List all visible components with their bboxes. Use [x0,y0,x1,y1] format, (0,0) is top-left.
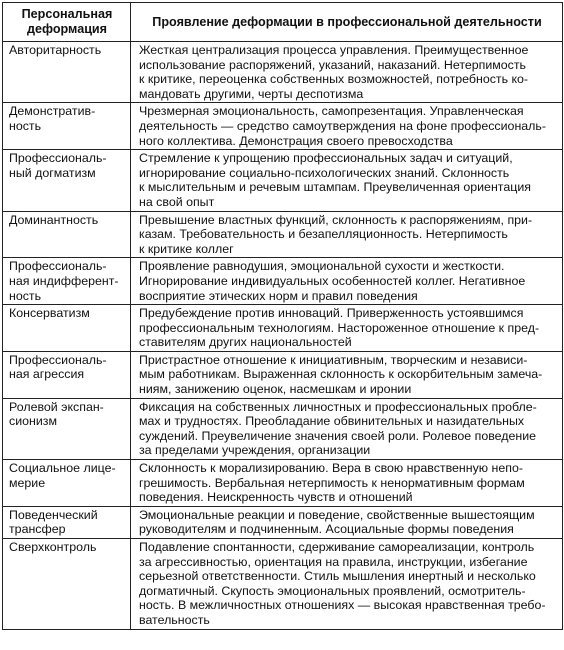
deformation-description-cell [131,305,563,352]
deformation-description-line: профессиональным технологиям. Настороженное отношение к пред- [139,320,540,335]
deformation-description-cell [131,258,563,305]
deformation-name-line: сионизм [9,414,57,429]
deformation-description-line: за пределами учреждения, организации [139,443,371,458]
deformation-name-cell [3,211,131,258]
deformation-description-line: Эмоциональные реакции и поведение, свойственные вышестоящим [139,507,535,522]
table-row [3,398,563,459]
header-manifestation: Проявление деформации в профессиональной деятельности [131,3,563,42]
table-header-row [3,3,563,42]
deformation-description-line: к мыслительным и речевым штампам. Преувеличенная ориентация [139,180,531,195]
table-row [3,211,563,258]
deformation-name-cell [3,398,131,459]
deformation-name-line: Поведенческий [9,507,98,522]
deformation-description-cell [131,42,563,103]
deformation-name-line: Доминантность [9,212,99,227]
deformation-description-line: к критике коллег [139,241,234,256]
deformation-name-line: Профессиональ- [9,259,107,274]
header-personal-deformation: Персональная деформация [3,3,131,42]
deformation-description-line: деятельность — средство самоутверждения на фоне профессиональ- [139,118,546,133]
deformation-description-line: казам. Требовательность и безапелляционность. Нетерпимость [139,227,508,242]
deformation-name-line: Ролевой экспан- [9,399,104,414]
deformation-description-line: ность. В межличностных отношениях — высокая нравственная требо- [139,598,546,613]
table-row [3,506,563,538]
deformation-name-cell [3,539,131,630]
deformation-description-cell [131,150,563,211]
deformation-description-line: ставителям других национальностей [139,335,352,350]
deformation-description-cell [131,506,563,538]
deformation-description-line: к критике, переоценка собственных возможностей, потребность ко- [139,72,529,87]
table-row [3,258,563,305]
deformation-name-cell [3,460,131,507]
deformation-description-line: Предубеждение против инноваций. Приверженность устоявшимся [139,306,524,321]
deformation-description-cell [131,103,563,150]
deformation-name-line: Социальное лице- [9,461,116,476]
deformation-description-line: грешимость. Вербальная нетерпимость к ненормативным формам [139,475,525,490]
deformation-name-line: Консерватизм [9,306,90,321]
deformation-description-cell [131,211,563,258]
table-row [3,460,563,507]
deformation-name-line: Сверхконтроль [9,540,97,554]
deformation-name-line: Профессиональ- [9,151,107,166]
deformation-name-line: ность [9,288,42,303]
table-row [3,103,563,150]
deformation-name-line: Авторитарность [9,43,102,57]
deformation-name-line: ная агрессия [9,367,85,382]
deformation-table [2,2,563,630]
deformation-description-line: серьезной ответственности. Стиль мышления инертный и несколько [139,569,536,584]
deformation-name-cell [3,150,131,211]
deformation-name-line: трансфер [9,522,66,537]
deformation-description-cell [131,398,563,459]
deformation-name-line: мерие [9,475,46,490]
deformation-description-line: Фиксация на собственных личностных и профессиональных пробле- [139,399,537,414]
deformation-table-container [2,2,562,630]
deformation-description-line: восприятие этических норм и правил поведения [139,288,418,303]
deformation-description-line: Жесткая централизация процесса управления. Преимущественное [139,43,529,57]
deformation-description-line: догматичный. Скупость эмоциональных проявлений, осмотритель- [139,583,526,598]
deformation-name-line: Профессиональ- [9,352,107,367]
deformation-name-line: ный догматизм [9,165,96,180]
deformation-description-line: мым работникам. Выраженная склонность к оскорбительным замеча- [139,367,543,382]
deformation-description-line: Стремление к упрощению профессиональных задач и ситуаций, [139,151,513,166]
deformation-name-cell [3,42,131,103]
deformation-description-line: на свой опыт [139,194,215,209]
table-body [3,42,563,630]
deformation-description-line: вательность [139,612,210,627]
deformation-description-line: поведения. Неискренность чувств и отношений [139,490,413,505]
deformation-description-line: ного коллектива. Демонстрация своего превосходства [139,133,453,148]
deformation-description-line: суждений. Преувеличение значения своей роли. Ролевое поведение [139,428,537,443]
deformation-description-line: мандовать другими, черты деспотизма [139,86,364,101]
deformation-name-cell [3,305,131,352]
deformation-description-line: Склонность к морализированию. Вера в свою нравственную непо- [139,461,524,476]
deformation-description-line: Пристрастное отношение к инициативным, творческим и независи- [139,352,528,367]
deformation-description-cell [131,351,563,398]
deformation-description-line: за агрессивностью, ориентация на правила, инструкции, избегание [139,554,528,569]
table-row [3,305,563,352]
deformation-name-cell [3,506,131,538]
deformation-description-line: Подавление спонтанности, сдерживание самореализации, контроль [139,540,535,554]
table-row [3,351,563,398]
deformation-description-line: Проявление равнодушия, эмоциональной сухости и жесткости. [139,259,505,274]
deformation-description-line: мах и трудностях. Преобладание обвинительных и назидательных [139,414,525,429]
deformation-name-cell [3,351,131,398]
table-row [3,42,563,103]
deformation-name-line: Демонстратив- [9,104,96,119]
deformation-description-line: Превышение властных функций, склонность к распоряжениям, при- [139,212,533,227]
deformation-description-line: Игнорирование индивидуальных особенностей коллег. Негативное [139,273,526,288]
deformation-description-cell [131,460,563,507]
deformation-description-line: игнорирование социально-психологических знаний. Склонность [139,165,510,180]
deformation-name-cell [3,103,131,150]
deformation-description-line: Чрезмерная эмоциональность, самопрезентация. Управленческая [139,104,524,119]
deformation-description-line: использование распоряжений, указаний, наказаний. Нетерпимость [139,57,527,72]
deformation-name-line: ность [9,118,42,133]
table-row [3,150,563,211]
deformation-name-cell [3,258,131,305]
deformation-description-line: ниям, занижению оценок, насмешкам и иронии [139,382,412,397]
table-row [3,539,563,630]
deformation-description-cell [131,539,563,630]
deformation-name-line: ная индифферент- [9,273,119,288]
deformation-description-line: руководителям и подчиненным. Асоциальные формы поведения [139,522,514,537]
